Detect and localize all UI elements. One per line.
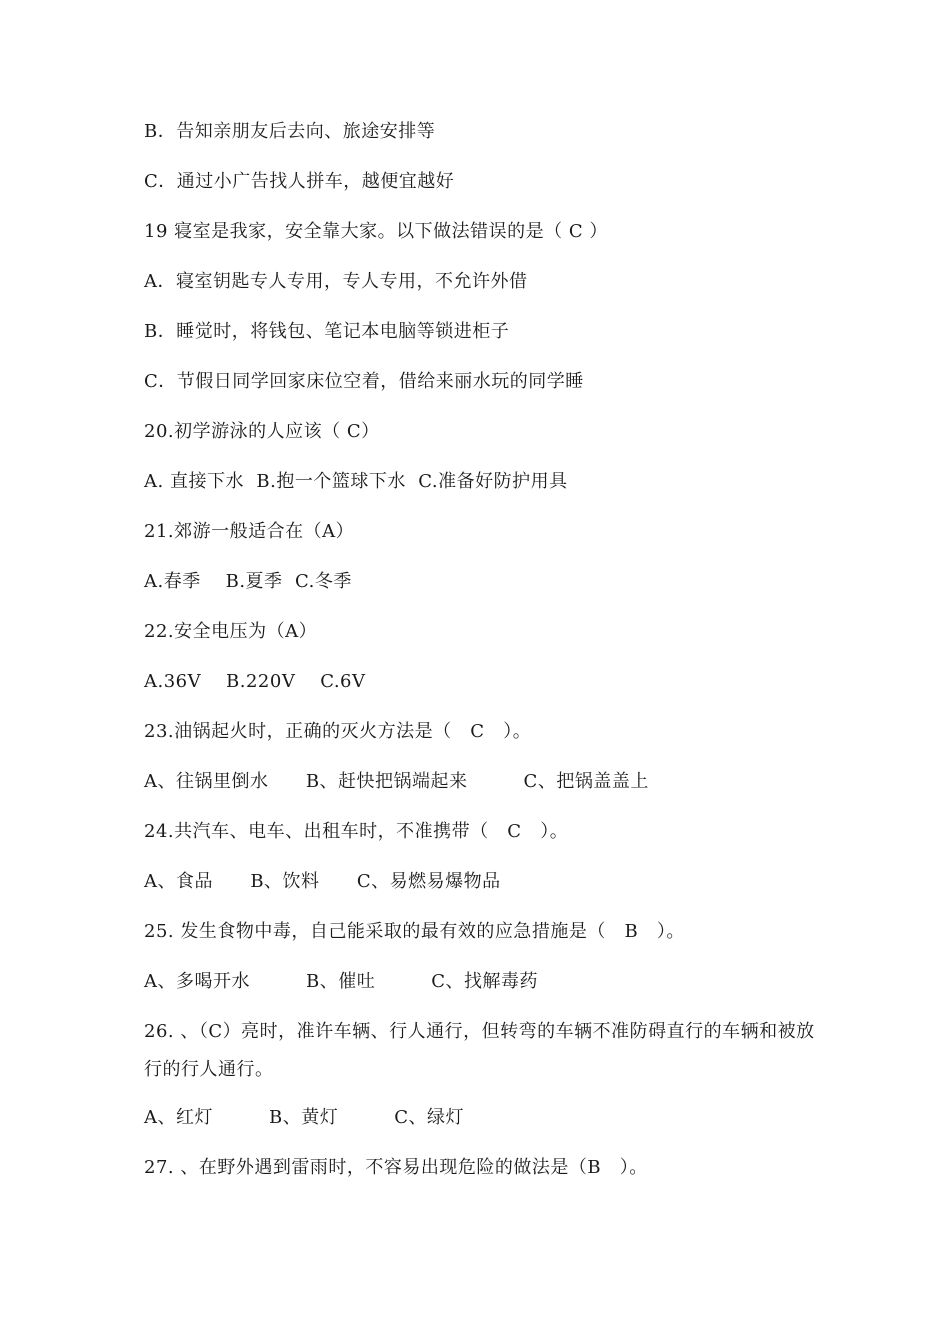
options-21: A.春季 B.夏季 C.冬季 xyxy=(144,571,352,592)
option-a-dorm: A．寝室钥匙专人专用，专人专用，不允许外借 xyxy=(144,271,528,292)
options-20: A. 直接下水 B.抱一个篮球下水 C.准备好防护用具 xyxy=(144,471,568,492)
question-26: 26. 、（C）亮时，准许车辆、行人通行，但转弯的车辆不准防碍直行的车辆和被放行的行人通行。 xyxy=(144,1021,815,1080)
option-b-dorm: B．睡觉时，将钱包、笔记本电脑等锁进柜子 xyxy=(144,321,510,342)
options-23: A、往锅里倒水 B、赶快把锅端起来 C、把锅盖盖上 xyxy=(144,771,649,792)
options-22: A.36V B.220V C.6V xyxy=(144,671,366,692)
options-26: A、红灯 B、黄灯 C、绿灯 xyxy=(144,1107,464,1128)
option-c-travel: C．通过小广告找人拼车，越便宜越好 xyxy=(144,171,455,192)
question-19: 19 寝室是我家，安全靠大家。以下做法错误的是（ C ） xyxy=(144,221,608,242)
options-25: A、多喝开水 B、催吐 C、找解毒药 xyxy=(144,971,538,992)
option-c-dorm: C．节假日同学回家床位空着，借给来丽水玩的同学睡 xyxy=(144,371,584,392)
options-24: A、食品 B、饮料 C、易燃易爆物品 xyxy=(144,871,501,892)
question-21: 21.郊游一般适合在（A） xyxy=(144,521,355,542)
question-20: 20.初学游泳的人应该（ C） xyxy=(144,421,380,442)
question-27: 27. 、在野外遇到雷雨时，不容易出现危险的做法是（B ）。 xyxy=(144,1157,648,1178)
question-22: 22.安全电压为（A） xyxy=(144,621,318,642)
option-b-travel: B．告知亲朋友后去向、旅途安排等 xyxy=(144,121,436,142)
question-23: 23.油锅起火时，正确的灭火方法是（ C ）。 xyxy=(144,721,532,742)
question-24: 24.共汽车、电车、出租车时，不准携带（ C ）。 xyxy=(144,821,569,842)
question-25: 25. 发生食物中毒，自己能采取的最有效的应急措施是（ B ）。 xyxy=(144,921,685,942)
